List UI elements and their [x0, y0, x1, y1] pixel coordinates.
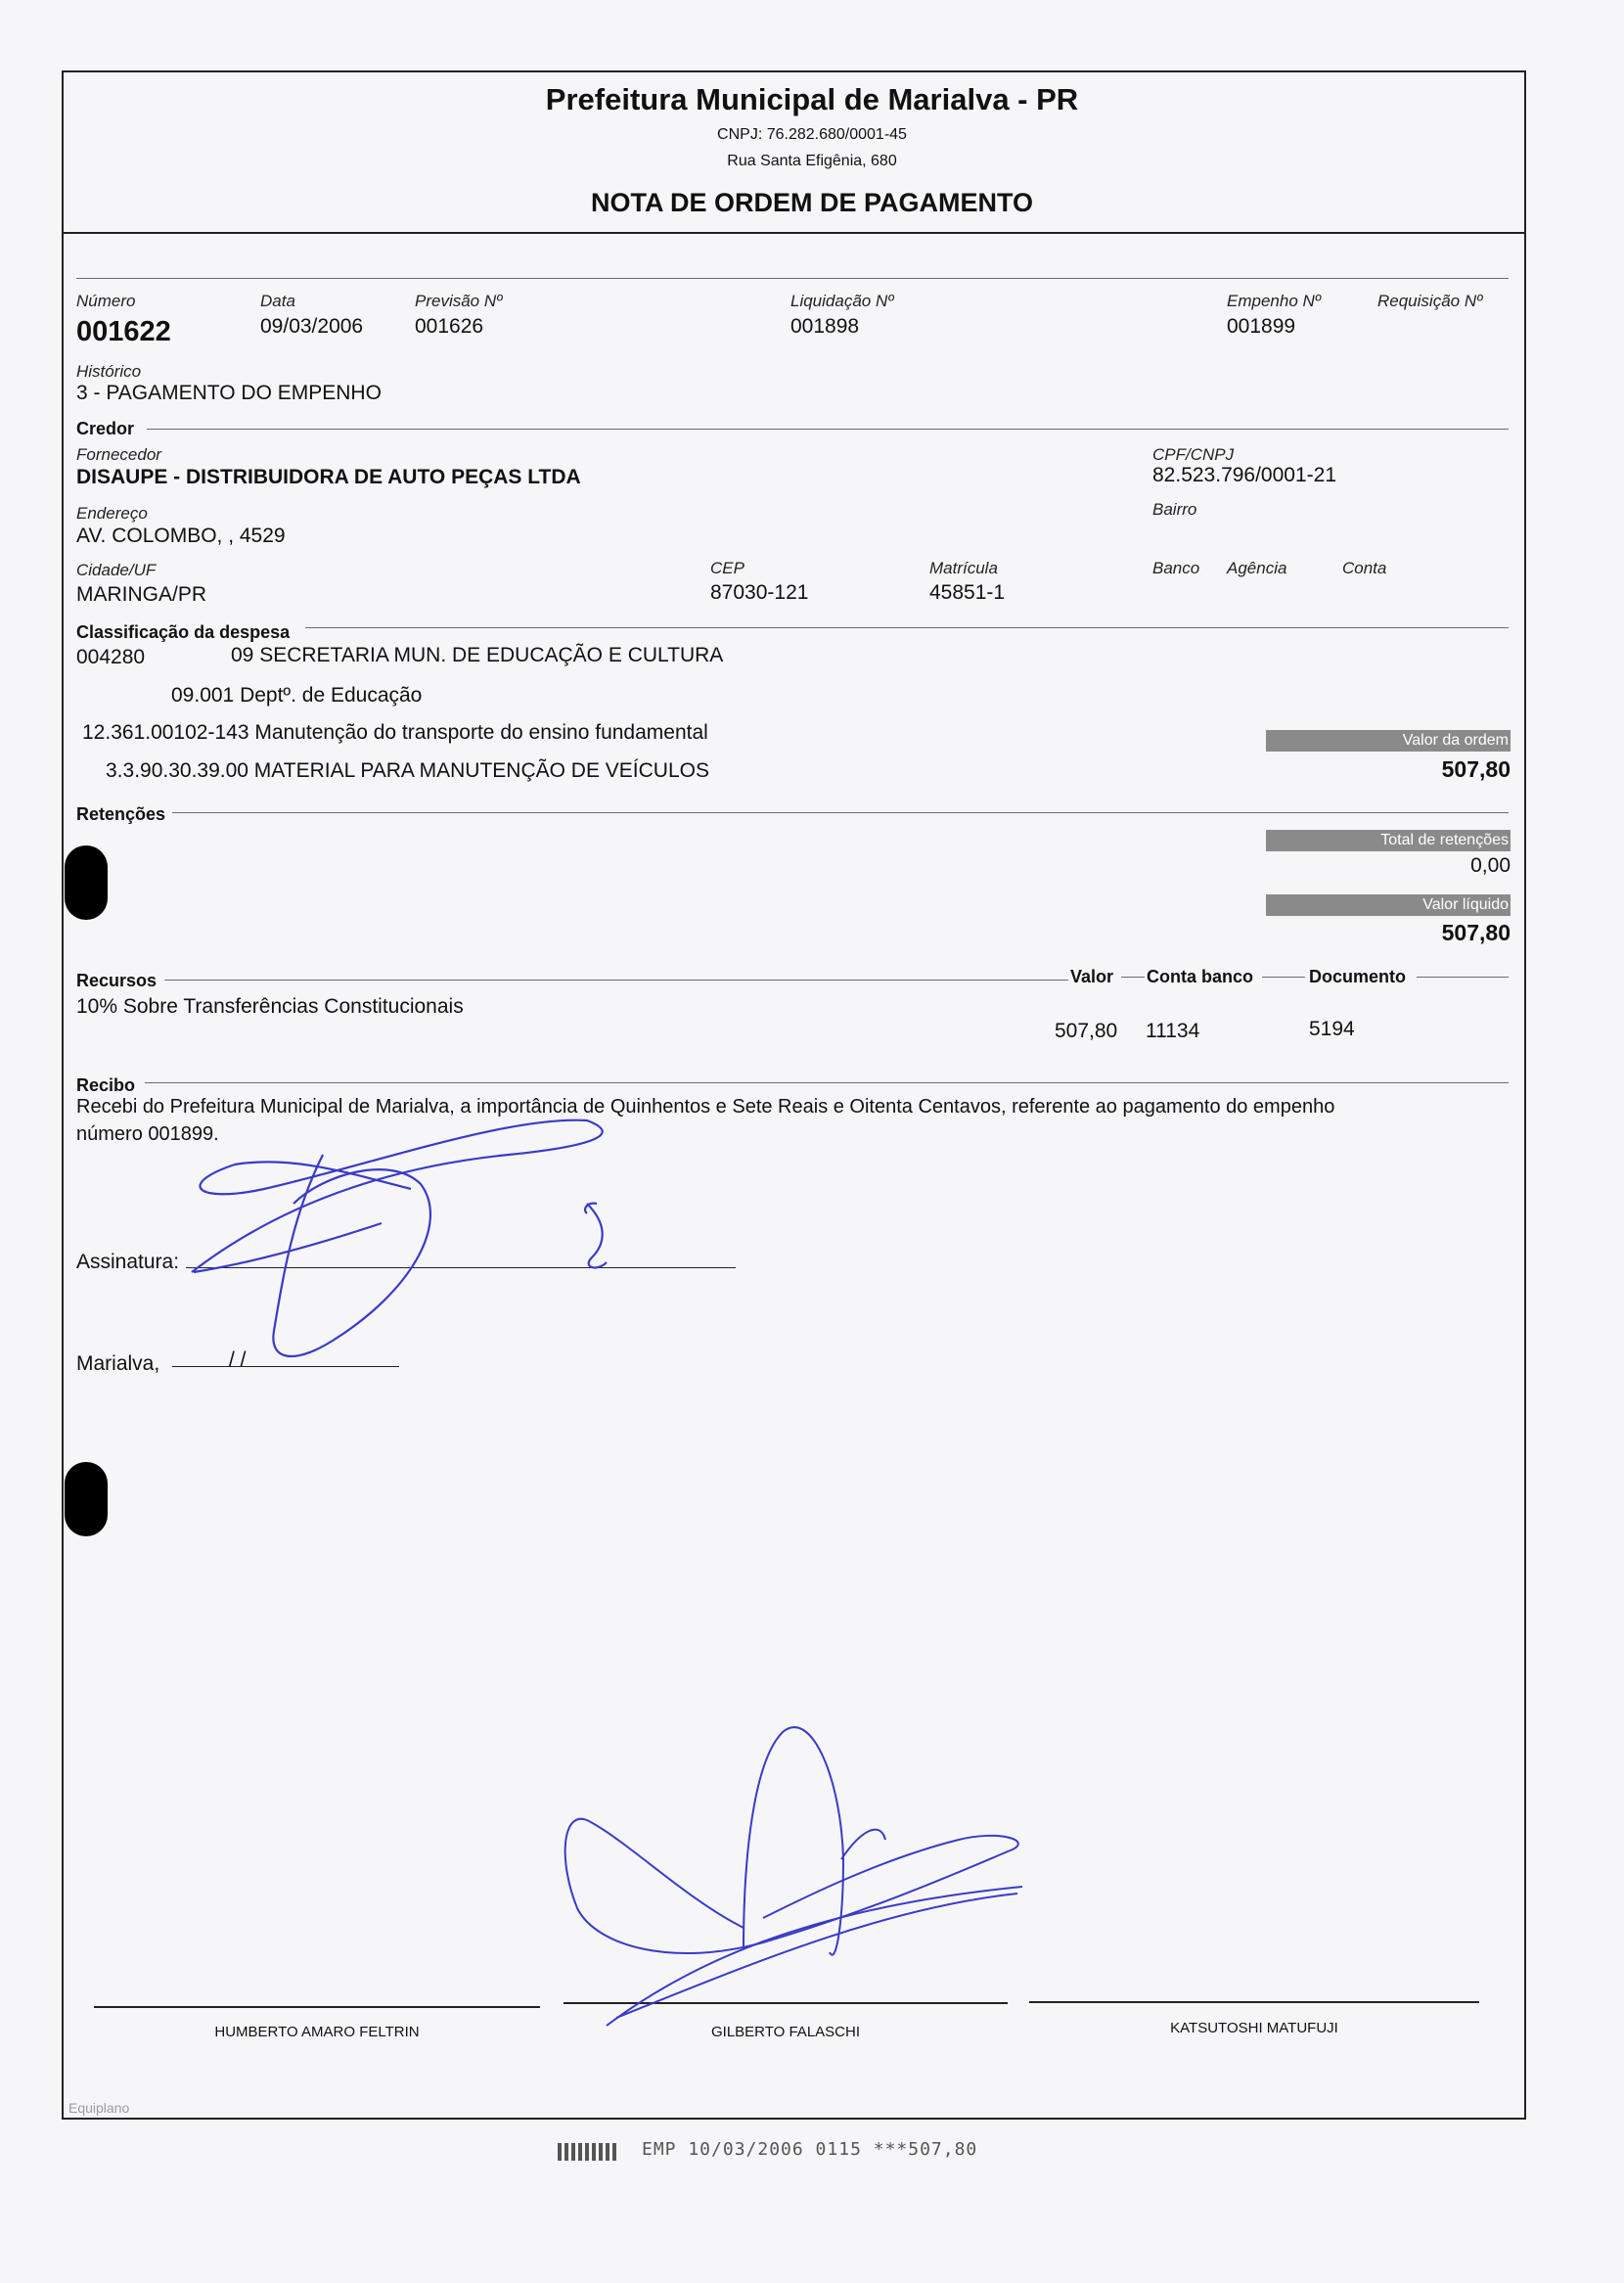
credor-divider: [147, 429, 1509, 430]
retencoes-section-title: Retenções: [76, 804, 166, 824]
recursos-documento: 5194: [1309, 1018, 1355, 1040]
document-title: NOTA DE ORDEM DE PAGAMENTO: [590, 188, 1033, 217]
cidade-label: Cidade/UF: [76, 561, 157, 579]
retencoes-divider: [172, 812, 1509, 813]
previsao-label: Previsão Nº: [415, 292, 503, 310]
recibo-text-line1: Recebi do Prefeitura Municipal de Marialva, a importância de Quinhentos e Sete Reais e Oitenta Centavos, referente ao pagamento do empenho: [76, 1096, 1335, 1118]
data-label: Data: [260, 292, 295, 310]
document-frame: [62, 70, 1526, 2120]
signature-line-1: [94, 2006, 540, 2008]
processing-stamp: EMP 10/03/2006 0115 ***507,80: [642, 2139, 978, 2160]
page-title: Prefeitura Municipal de Marialva - PR: [545, 82, 1079, 116]
secretaria-text: 09 SECRETARIA MUN. DE EDUCAÇÃO E CULTURA: [231, 644, 724, 666]
cnpj-text: CNPJ: 76.282.680/0001-45: [717, 126, 907, 143]
signature-line-3: [1029, 2001, 1479, 2003]
valor-ordem-value: 507,80: [1441, 756, 1511, 782]
credor-section-title: Credor: [76, 419, 135, 438]
signatory-name-3: KATSUTOSHI MATUFUJI: [1170, 2020, 1338, 2036]
bairro-label: Bairro: [1152, 500, 1197, 519]
recursos-descricao: 10% Sobre Transferências Constitucionais: [76, 995, 464, 1018]
brand-footer: Equiplano: [68, 2100, 130, 2116]
endereco-label: Endereço: [76, 504, 148, 523]
cpf-label: CPF/CNPJ: [1152, 445, 1235, 464]
recibo-divider: [145, 1082, 1509, 1083]
recursos-documento-header: Documento: [1309, 967, 1406, 986]
banco-label: Banco: [1152, 559, 1200, 577]
historico-label: Histórico: [76, 362, 142, 381]
signatory-name-2: GILBERTO FALASCHI: [711, 2024, 860, 2040]
header-divider: [62, 232, 1524, 234]
empenho-value: 001899: [1227, 315, 1296, 338]
requisicao-label: Requisição Nº: [1377, 292, 1483, 310]
valor-liquido-label: Valor líquido: [1266, 894, 1511, 916]
agencia-label: Agência: [1227, 559, 1287, 577]
numero-value: 001622: [76, 316, 171, 347]
cep-value: 87030-121: [710, 581, 809, 604]
classificacao-section-title: Classificação da despesa: [76, 622, 291, 642]
recursos-conta: 11134: [1146, 1020, 1200, 1042]
dept-text: 09.001 Deptº. de Educação: [171, 684, 423, 707]
recibo-section-title: Recibo: [76, 1075, 136, 1095]
classificacao-divider: [305, 627, 1509, 628]
top-divider: [76, 278, 1509, 279]
historico-value: 3 - PAGAMENTO DO EMPENHO: [76, 382, 382, 404]
recursos-valor: 507,80: [1055, 1020, 1118, 1042]
recibo-text-line2: número 001899.: [76, 1123, 219, 1145]
elemento-text: 3.3.90.30.39.00 MATERIAL PARA MANUTENÇÃO DE VEÍCULOS: [106, 759, 709, 782]
conta-label: Conta: [1342, 559, 1387, 577]
fornecedor-label: Fornecedor: [76, 445, 161, 464]
hole-punch-bottom: [65, 1462, 108, 1536]
recursos-valor-header: Valor: [1070, 967, 1114, 986]
total-retencoes-value: 0,00: [1470, 854, 1511, 877]
cidade-value: MARINGA/PR: [76, 583, 207, 606]
date-slashes: / /: [229, 1348, 247, 1371]
programa-text: 12.361.00102-143 Manutenção do transporte do ensino fundamental: [82, 721, 708, 744]
hole-punch-top: [65, 845, 108, 920]
previsao-value: 001626: [415, 315, 484, 338]
signatory-name-1: HUMBERTO AMARO FELTRIN: [214, 2024, 420, 2040]
signature-line-2: [564, 2002, 1008, 2004]
local-label: Marialva,: [76, 1352, 160, 1375]
recursos-divider: [164, 980, 1068, 981]
recursos-divider-3: [1262, 977, 1305, 978]
data-value: 09/03/2006: [260, 315, 364, 338]
cpf-value: 82.523.796/0001-21: [1152, 464, 1337, 486]
recursos-conta-header: Conta banco: [1147, 967, 1254, 986]
valor-liquido-value: 507,80: [1441, 920, 1511, 945]
endereco-value: AV. COLOMBO, , 4529: [76, 525, 286, 547]
liquidacao-value: 001898: [790, 315, 860, 338]
total-retencoes-label: Total de retenções: [1266, 830, 1511, 851]
classificacao-code: 004280: [76, 646, 146, 668]
liquidacao-label: Liquidação Nº: [790, 292, 894, 310]
assinatura-line: [186, 1267, 736, 1268]
fornecedor-value: DISAUPE - DISTRIBUIDORA DE AUTO PEÇAS LTDA: [76, 466, 581, 488]
empenho-label: Empenho Nº: [1227, 292, 1321, 310]
assinatura-label: Assinatura:: [76, 1251, 180, 1273]
cep-label: CEP: [710, 559, 744, 577]
numero-label: Número: [76, 292, 136, 310]
date-line: [172, 1366, 399, 1367]
recursos-divider-4: [1417, 977, 1509, 978]
valor-ordem-label: Valor da ordem: [1266, 730, 1511, 752]
matricula-value: 45851-1: [929, 581, 1006, 604]
address-text: Rua Santa Efigênia, 680: [727, 153, 897, 169]
recursos-section-title: Recursos: [76, 971, 158, 990]
matricula-label: Matrícula: [929, 559, 998, 577]
processing-stamp-mark: [558, 2143, 616, 2161]
recursos-divider-2: [1121, 977, 1145, 978]
